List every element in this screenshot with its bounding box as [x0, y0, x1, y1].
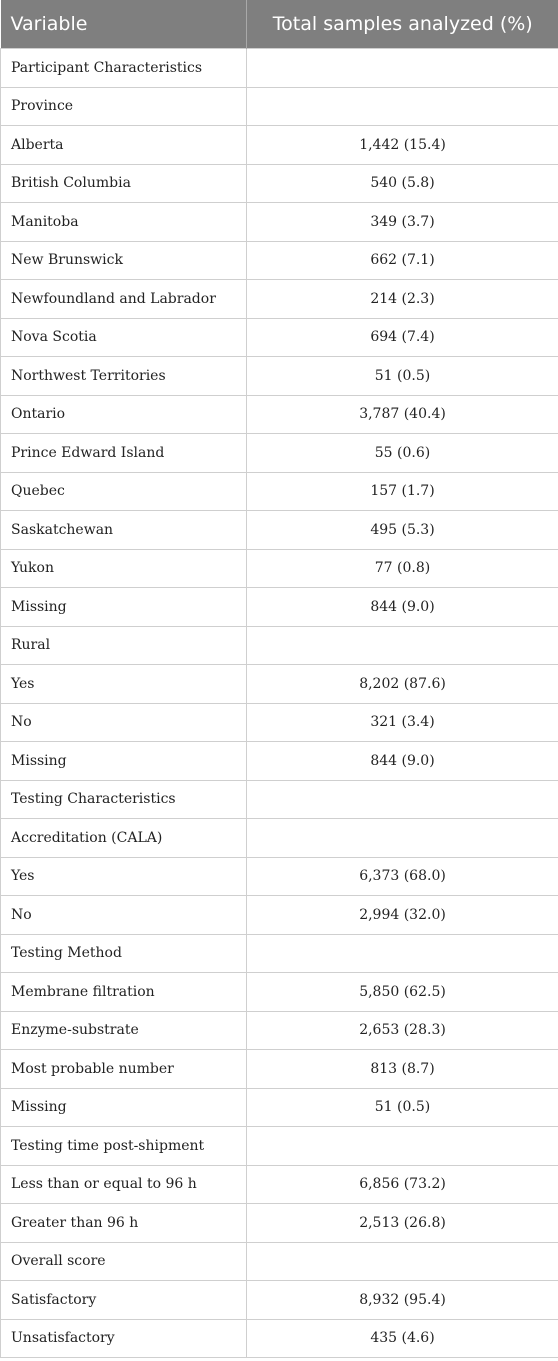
row-value — [247, 87, 558, 126]
row-label: Missing — [1, 588, 247, 627]
row-value — [247, 934, 558, 973]
row-value: 2,994 (32.0) — [247, 896, 558, 935]
row-label: Ontario — [1, 395, 247, 434]
row-label: Yes — [1, 665, 247, 704]
row-label: Testing Characteristics — [1, 780, 247, 819]
row-label: No — [1, 896, 247, 935]
table-row — [1, 934, 558, 973]
table-row — [1, 1319, 558, 1358]
row-label: Missing — [1, 742, 247, 781]
row-label: Testing Method — [1, 934, 247, 973]
row-label: Alberta — [1, 126, 247, 165]
row-label: Prince Edward Island — [1, 434, 247, 473]
table-row — [1, 164, 558, 203]
row-value: 8,932 (95.4) — [247, 1281, 558, 1320]
row-label: Enzyme-substrate — [1, 1011, 247, 1050]
table-row — [1, 742, 558, 781]
row-label: Province — [1, 87, 247, 126]
row-value: 214 (2.3) — [247, 280, 558, 319]
row-value: 321 (3.4) — [247, 703, 558, 742]
row-value: 3,787 (40.4) — [247, 395, 558, 434]
table-row — [1, 780, 558, 819]
row-label: Most probable number — [1, 1050, 247, 1089]
row-label: Participant Characteristics — [1, 49, 247, 88]
row-label: Greater than 96 h — [1, 1204, 247, 1243]
table-row — [1, 1281, 558, 1320]
row-value: 157 (1.7) — [247, 472, 558, 511]
table-row — [1, 318, 558, 357]
table-row — [1, 819, 558, 858]
row-value: 5,850 (62.5) — [247, 973, 558, 1012]
table-row — [1, 1127, 558, 1166]
table-row — [1, 626, 558, 665]
row-value: 1,442 (15.4) — [247, 126, 558, 165]
row-value: 435 (4.6) — [247, 1319, 558, 1358]
row-value: 813 (8.7) — [247, 1050, 558, 1089]
row-label: British Columbia — [1, 164, 247, 203]
row-label: Testing time post-shipment — [1, 1127, 247, 1166]
table-row — [1, 703, 558, 742]
table-row — [1, 395, 558, 434]
row-label: Accreditation (CALA) — [1, 819, 247, 858]
row-value: 662 (7.1) — [247, 241, 558, 280]
row-value: 77 (0.8) — [247, 549, 558, 588]
row-label: Rural — [1, 626, 247, 665]
row-label: Yes — [1, 857, 247, 896]
table-row — [1, 357, 558, 396]
row-value: 51 (0.5) — [247, 1088, 558, 1127]
row-value: 2,653 (28.3) — [247, 1011, 558, 1050]
row-value: 349 (3.7) — [247, 203, 558, 242]
row-value: 540 (5.8) — [247, 164, 558, 203]
row-value: 8,202 (87.6) — [247, 665, 558, 704]
table-row — [1, 511, 558, 550]
table-row — [1, 588, 558, 627]
table-row — [1, 896, 558, 935]
table-row — [1, 280, 558, 319]
table-row — [1, 203, 558, 242]
table-row — [1, 973, 558, 1012]
row-label: Yukon — [1, 549, 247, 588]
table-row — [1, 1088, 558, 1127]
row-label: Saskatchewan — [1, 511, 247, 550]
row-value — [247, 780, 558, 819]
table-row — [1, 1242, 558, 1281]
header-row — [1, 0, 558, 49]
header-variable: Variable — [1, 0, 247, 49]
row-value: 844 (9.0) — [247, 588, 558, 627]
table-row — [1, 1011, 558, 1050]
table-row — [1, 126, 558, 165]
row-label: Quebec — [1, 472, 247, 511]
row-value — [247, 819, 558, 858]
row-value: 694 (7.4) — [247, 318, 558, 357]
row-label: Unsatisfactory — [1, 1319, 247, 1358]
row-label: New Brunswick — [1, 241, 247, 280]
row-label: Manitoba — [1, 203, 247, 242]
table-row — [1, 87, 558, 126]
row-label: Overall score — [1, 1242, 247, 1281]
row-label: Nova Scotia — [1, 318, 247, 357]
row-label: Newfoundland and Labrador — [1, 280, 247, 319]
row-label: No — [1, 703, 247, 742]
table-row — [1, 49, 558, 88]
table-body — [1, 49, 558, 1358]
table-row — [1, 1165, 558, 1204]
row-value — [247, 1242, 558, 1281]
row-value: 55 (0.6) — [247, 434, 558, 473]
row-value — [247, 49, 558, 88]
table-row — [1, 549, 558, 588]
table-row — [1, 434, 558, 473]
row-label: Satisfactory — [1, 1281, 247, 1320]
table-row — [1, 472, 558, 511]
row-value: 51 (0.5) — [247, 357, 558, 396]
table-row — [1, 1204, 558, 1243]
table-row — [1, 857, 558, 896]
row-value: 6,856 (73.2) — [247, 1165, 558, 1204]
table-header — [1, 0, 558, 49]
row-label: Less than or equal to 96 h — [1, 1165, 247, 1204]
row-label: Membrane filtration — [1, 973, 247, 1012]
row-value: 6,373 (68.0) — [247, 857, 558, 896]
header-total-samples: Total samples analyzed (%) — [247, 0, 558, 49]
table-row — [1, 241, 558, 280]
row-value: 495 (5.3) — [247, 511, 558, 550]
row-value — [247, 626, 558, 665]
row-value — [247, 1127, 558, 1166]
table-row — [1, 1050, 558, 1089]
row-value: 2,513 (26.8) — [247, 1204, 558, 1243]
table-row — [1, 665, 558, 704]
row-value: 844 (9.0) — [247, 742, 558, 781]
row-label: Northwest Territories — [1, 357, 247, 396]
row-label: Missing — [1, 1088, 247, 1127]
